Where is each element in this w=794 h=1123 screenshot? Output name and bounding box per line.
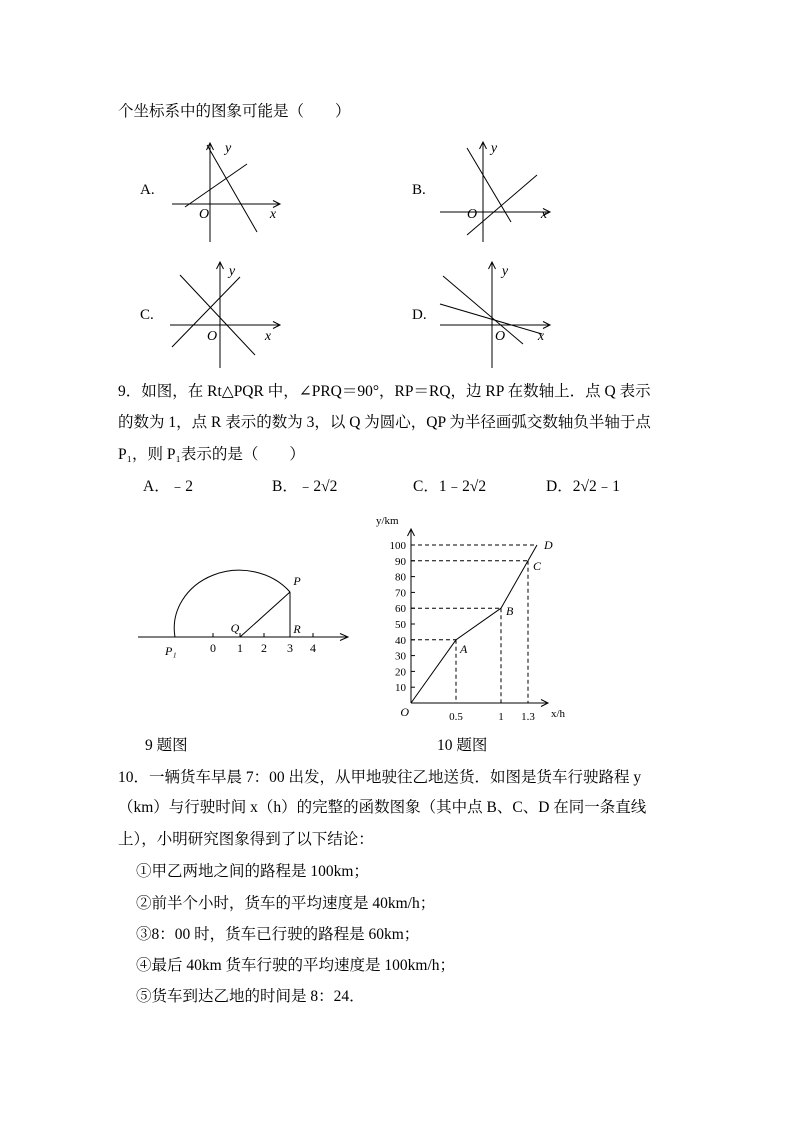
chart-origin-label: O [400,705,409,719]
chart-series-segment [501,561,528,608]
chart-y-tick-label: 70 [395,587,406,600]
question-9-option-b: B．﹣2√2 [272,478,338,495]
origin-label: O [466,207,478,222]
chart-series-segment [456,608,501,640]
question-9-option-c: C．1﹣2√2 [413,478,487,495]
chart-y-tick-label: 10 [395,682,406,695]
tick-label-1: 1 [237,641,243,655]
chart-guides [411,545,537,703]
x-axis-label: x [269,207,277,222]
point-q-label: Q [230,621,240,635]
origin-label: O [206,329,218,344]
chart-y-tick-label: 20 [395,666,406,679]
chart-y-tick-label: 50 [395,619,406,631]
figure-10-caption: 10 题图 [437,737,488,754]
tick-label-3: 3 [287,641,293,655]
option-b-label: B. [412,182,426,198]
conclusion-4: ④最后 40km 货车行驶的平均速度是 100km/h； [136,957,456,974]
option-c-graph [165,258,290,370]
function-line [207,145,257,232]
tick-label-4: 4 [310,641,316,655]
chart-point-label: C [533,558,542,573]
option-d-label: D. [412,307,427,323]
chart-y-tick-label: 40 [395,634,406,647]
point-r-label: R [293,622,301,636]
question-10-line-2: （km）与行驶时间 x（h）的完整的函数图象（其中点 B、C、D 在同一条直线 [118,799,647,816]
function-line [440,304,542,334]
function-line [467,175,537,235]
conclusion-2: ②前半个小时，货车的平均速度是 40km/h； [136,895,436,912]
chart-x-tick-label: 1 [498,711,504,723]
tick-label-0: 0 [210,641,216,655]
chart-point-label: D [544,538,553,552]
chart-x-tick-label: 0.5 [449,711,463,723]
x-axis-label: x [537,329,545,344]
chart-y-tick-label: 100 [389,540,406,552]
question-9-option-d: D．2√2﹣1 [546,478,620,495]
question-9-line-3: P₁，则 P₁表示的是（ ） [118,446,305,463]
y-axis-label: y [490,141,498,156]
point-p-label: P [293,574,301,588]
x-axis-label: x [540,207,548,222]
chart-y-tick-label: 90 [395,555,406,568]
figure-9-caption: 9 题图 [145,737,188,754]
question-10-line-1: 10．一辆货车早晨 7：00 出发，从甲地驶往乙地送货．如图是货车行驶路程 y [118,769,642,786]
chart-point-label: B [506,604,514,619]
option-a-label: A. [140,182,155,198]
chart-series [411,545,537,703]
function-line [185,164,247,207]
option-d-graph [430,258,560,370]
origin-label: O [198,207,210,222]
y-axis-label: y [501,264,509,279]
x-axis-label: x [264,329,272,344]
question-8-stem-tail: 个坐标系中的图象可能是（ ） [118,103,351,120]
tick-label-2: 2 [261,641,267,655]
question-9-line-1: 9．如图，在 Rt△PQR 中，∠PRQ＝90°，RP＝RQ，边 RP 在数轴上．点 Q 表示 [118,383,651,400]
conclusion-1: ①甲乙两地之间的路程是 100km； [136,863,369,880]
chart-y-tick-label: 60 [395,603,406,616]
chart-y-axis-label: y/km [376,515,399,527]
conclusion-5: ⑤货车到达乙地的时间是 8：24． [136,988,365,1005]
option-c-label: C. [140,307,154,323]
question-9-figure [130,565,360,665]
chart-y-tick-label: 80 [395,571,406,584]
y-axis-label: y [228,264,236,279]
function-line [180,275,255,355]
chart-x-tick-label: 1.3 [521,711,535,723]
point-p1-label: P₁ [165,644,177,658]
question-10-line-3: 上），小明研究图象得到了以下结论： [118,831,374,848]
function-line [443,276,523,344]
y-axis-label: y [225,141,232,156]
question-9-option-a: A．﹣2 [143,478,193,495]
chart-x-axis-label: x/h [551,708,566,720]
chart-y-tick-label: 30 [395,650,406,663]
option-a-graph [165,138,290,248]
question-10-chart [370,510,580,725]
question-9-line-2: 的数为 1，点 R 表示的数为 3，以 Q 为圆心，QP 为半径画弧交数轴负半轴于点 [118,414,651,431]
chart-point-label: A [460,641,468,656]
chart-series-segment [411,640,456,703]
option-b-graph [430,138,560,248]
origin-label: O [494,329,506,344]
chart-point-labels [459,538,553,656]
segment-qp [240,592,290,637]
conclusion-3: ③8：00 时，货车已行驶的路程是 60km； [136,926,420,943]
